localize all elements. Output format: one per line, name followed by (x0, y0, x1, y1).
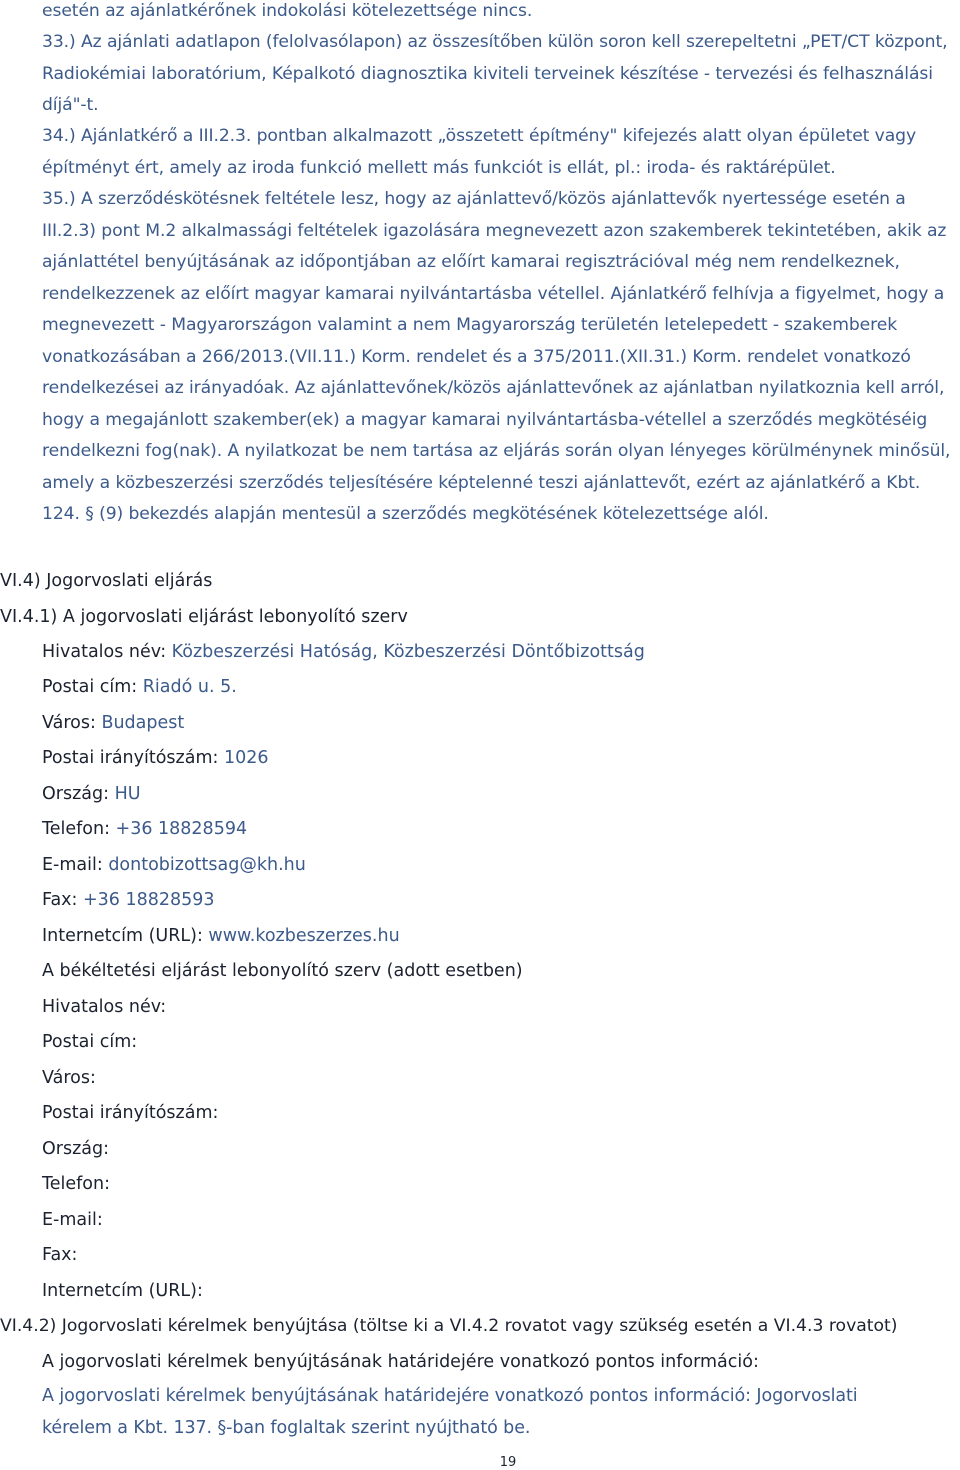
paragraph-35 (42, 184, 960, 531)
mediation-field-city (42, 1066, 96, 1090)
section-heading-vi41: VI.4.1) A jogorvoslati eljárást lebonyolító szerv (0, 607, 408, 627)
paragraph-34 (42, 121, 958, 184)
field-label: Város: (42, 1068, 96, 1088)
field-value: +36 18828593 (83, 890, 215, 910)
mediation-field-email (42, 1208, 103, 1232)
field-label: Internetcím (URL): (42, 1281, 203, 1301)
paragraph-33 (42, 27, 958, 122)
mediation-field-postal-code (42, 1101, 218, 1125)
field-label: E-mail: (42, 1210, 103, 1230)
paragraph-32-tail (42, 0, 958, 28)
field-value: +36 18828594 (115, 819, 248, 839)
deadline-label (42, 1350, 759, 1374)
field-postal-code (42, 746, 269, 770)
paragraph-text: esetén az ajánlatkérőnek indokolási kötelezettsége nincs. (42, 1, 533, 21)
field-label: Telefon: (42, 1174, 110, 1194)
mediation-heading (42, 959, 523, 983)
field-label: Postai cím: (42, 677, 143, 697)
field-label: Telefon: (42, 819, 116, 839)
mediation-field-country (42, 1137, 109, 1161)
field-postal-address (42, 675, 237, 699)
field-value: Közbeszerzési Hatóság, Közbeszerzési Döntőbizottság (171, 642, 645, 662)
field-official-name (42, 640, 645, 664)
mediation-field-fax (42, 1243, 77, 1267)
field-value: Riadó u. 5. (142, 677, 237, 697)
deadline-label-text: A jogorvoslati kérelmek benyújtásának határidejére vonatkozó pontos információ: (42, 1352, 759, 1372)
field-label: Postai irányítószám: (42, 1103, 219, 1123)
field-label: Fax: (42, 890, 83, 910)
field-value: HU (114, 784, 141, 804)
field-label: Postai cím: (42, 1032, 138, 1052)
field-label: Ország: (42, 1139, 110, 1159)
deadline-value (42, 1381, 922, 1444)
field-url (42, 924, 400, 948)
field-label: Fax: (42, 1245, 78, 1265)
field-label: E-mail: (42, 855, 109, 875)
mediation-field-postal-address (42, 1030, 137, 1054)
deadline-value-text: A jogorvoslati kérelmek benyújtásának határidejére vonatkozó pontos információ: Jogorvoslati kérelem a Kbt. 137. §-ban foglaltak szerint nyújtható be. (42, 1386, 858, 1438)
url-link[interactable]: www.kozbeszerzes.hu (208, 926, 400, 946)
field-value: 1026 (223, 748, 269, 768)
field-city (42, 711, 184, 735)
mediation-field-telephone (42, 1172, 110, 1196)
mediation-field-url (42, 1279, 203, 1303)
section-heading-vi42: VI.4.2) Jogorvoslati kérelmek benyújtása (töltse ki a VI.4.2 rovatot vagy szükség esetén a VI.4.3 rovatot) (0, 1316, 898, 1336)
field-country (42, 782, 141, 806)
field-label: Város: (42, 713, 102, 733)
field-email (42, 853, 306, 877)
field-label: Hivatalos név: (42, 997, 167, 1017)
section-heading-vi4: VI.4) Jogorvoslati eljárás (0, 571, 213, 591)
email-link[interactable]: dontobizottsag@kh.hu (108, 855, 306, 875)
field-value: Budapest (101, 713, 185, 733)
page-number: 19 (499, 1455, 517, 1470)
paragraph-text: 35.) A szerződéskötésnek feltétele lesz, hogy az ajánlattevő/közös ajánlattevők nyertessége esetén a III.2.3) pont M.2 alkalmassági feltételek igazolására megnevezett azon szakemberek tekintetében, akik az ajánlattétel benyújtásának az időpontjában az előírt kamarai regisztrációval még nem rendelkeznek, rendelkezzenek az előírt magyar kamarai nyilvántartásba vétellel. Ajánlatkérő felhívja a figyelmet, hogy a megnevezett - Magyarországon valamint a nem Magyarország területén letelepedett - szakemberek vonatkozásában a 266/2013.(VII.11.) Korm. rendelet és a 375/2011.(XII.31.) Korm. rendelet vonatkozó rendelkezései az irányadóak. Az ajánlattevőnek/közös ajánlattevőnek az ajánlatban nyilatkoznia kell arról, hogy a megajánlott szakember(ek) a magyar kamarai nyilvántartásba-vétellel a szerződés megkötéséig rendelkezni fog(nak). A nyilatkozat be nem tartása az eljárás során olyan lényeges körülménynek minősül, amely a közbeszerzési szerződés teljesítésére képtelenné teszi ajánlattevőt, ezért az ajánlatkérő a Kbt. 124. § (9) bekezdés alapján mentesül a szerződés megkötésének kötelezettsége alól. (42, 189, 951, 524)
field-telephone (42, 817, 247, 841)
field-label: Hivatalos név: (42, 642, 172, 662)
field-label: Postai irányítószám: (42, 748, 224, 768)
paragraph-text: 34.) Ajánlatkérő a III.2.3. pontban alkalmazott „összetett építmény" kifejezés alatt olyan épületet vagy építményt ért, amely az iroda funkció mellett más funkciót is ellát, pl.: iroda- és raktárépület. (42, 126, 917, 178)
field-label: Ország: (42, 784, 115, 804)
mediation-heading-text: A békéltetési eljárást lebonyolító szerv (adott esetben) (42, 961, 523, 981)
paragraph-text: 33.) Az ajánlati adatlapon (felolvasólapon) az összesítőben külön soron kell szerepeltetni „PET/CT központ, Radiokémiai laboratórium, Képalkotó diagnosztika kiviteli terveinek készítése - tervezési és felhasználási díjá"-t. (42, 32, 948, 115)
field-label: Internetcím (URL): (42, 926, 209, 946)
mediation-field-official-name (42, 995, 166, 1019)
field-fax (42, 888, 215, 912)
